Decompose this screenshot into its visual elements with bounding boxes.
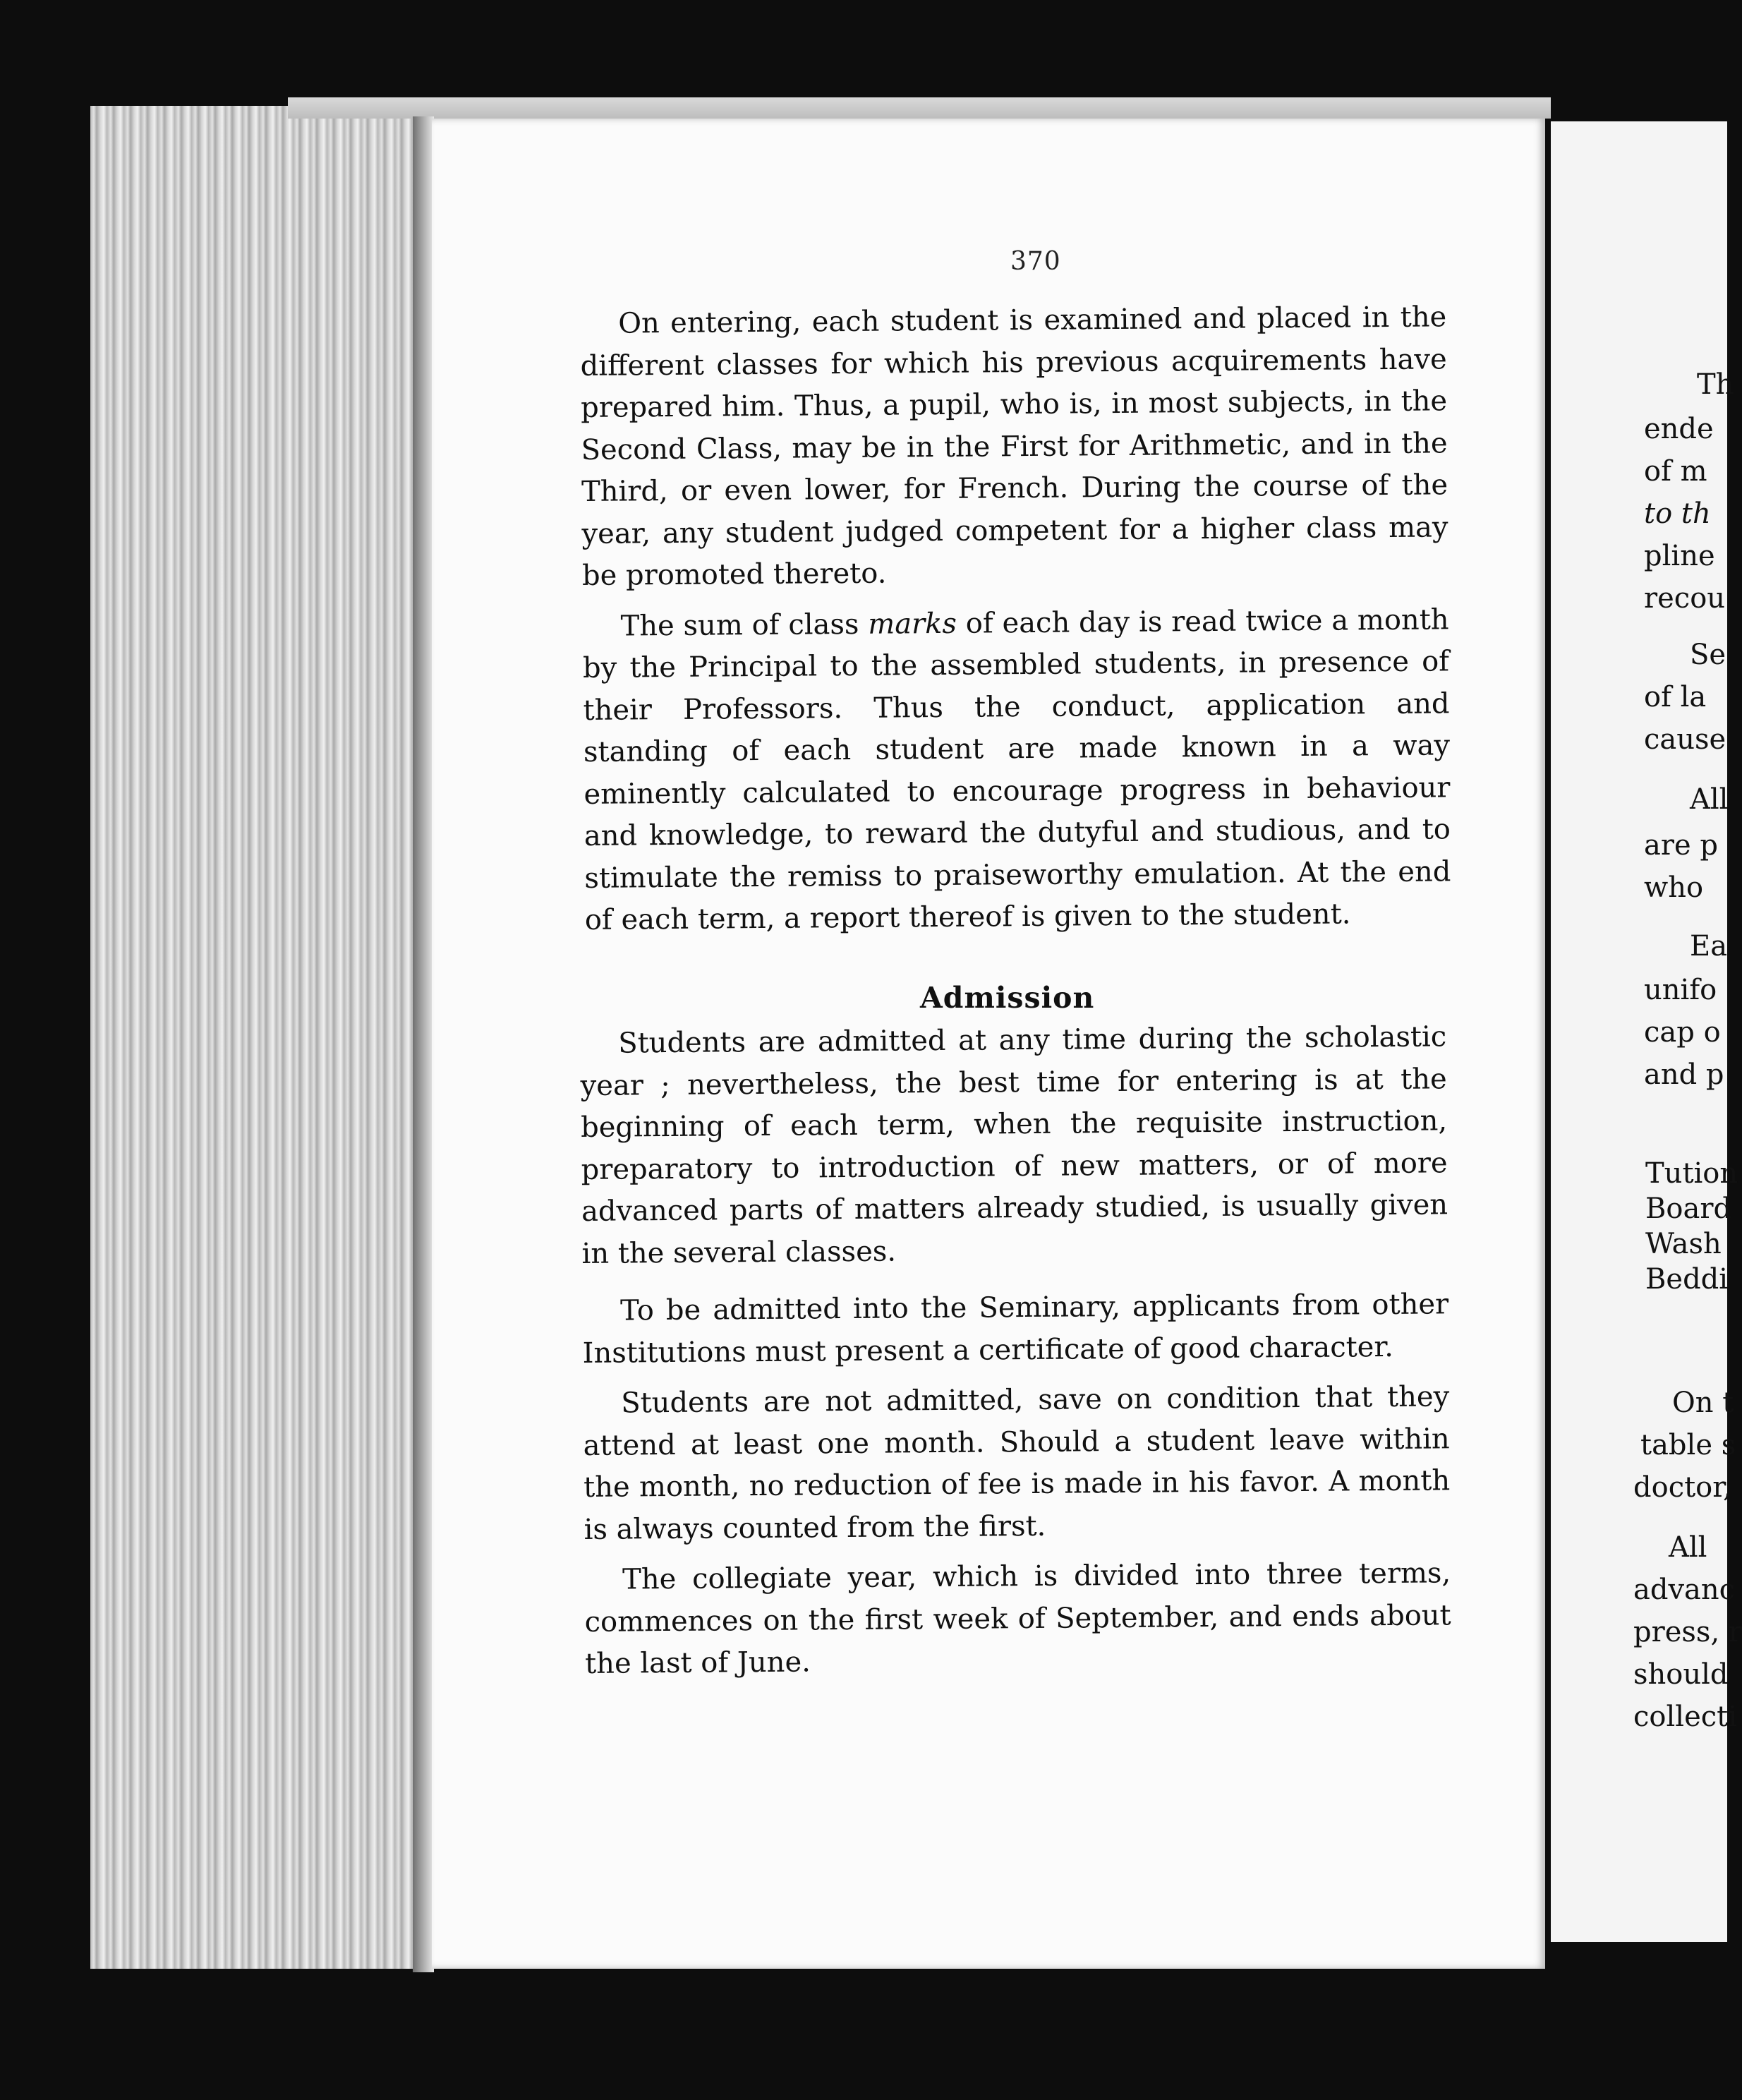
facing-fragment: Th: [1697, 368, 1734, 401]
facing-fragment: Se: [1690, 639, 1726, 671]
paragraph-month: Students are not admitted, save on condition that they attend at least one month. Should a student leave within the month, no reduction of fee is made in his favor. A month is always counted from the first.: [583, 1380, 1451, 1546]
facing-fragment: collecti: [1633, 1701, 1738, 1733]
facing-fragment: press, r: [1633, 1616, 1742, 1648]
facing-fragment: are p: [1644, 829, 1718, 862]
facing-fragment: All: [1669, 1531, 1707, 1564]
page-number: 370: [1010, 247, 1061, 276]
facing-fragment: to th: [1644, 497, 1711, 530]
paragraph-admitted: Students are admitted at any time during the scholastic year ; nevertheless, the best time for entering is at the beginning of each term, when the requisite instruction, preparatory to introduction of new matters, or of more advanced parts of matters already studied, is usually given in the several classes.: [580, 1020, 1448, 1270]
facing-fragment: advanc: [1633, 1574, 1736, 1606]
section-heading: Admission: [920, 981, 1095, 1015]
facing-fee-line: Board: [1645, 1193, 1732, 1225]
facing-fragment: All: [1690, 783, 1729, 816]
text-block-admission: [580, 1016, 1451, 1685]
text-block-top: [580, 296, 1451, 941]
facing-fragment: of m: [1644, 455, 1707, 488]
facing-fragment: Ea: [1690, 930, 1728, 962]
facing-fragment: pline: [1644, 540, 1715, 572]
facing-fragment: doctor,: [1633, 1471, 1732, 1504]
paragraph-collegiate-year: The collegiate year, which is divided into three terms, commences on the first week of September, and ends about the last of June.: [584, 1557, 1451, 1680]
facing-fragment: unifo: [1644, 974, 1717, 1006]
paragraph-marks: The sum of class marks of each day is read twice a month by the Principal to the assembled students, in presence of their Professors. Thus the conduct, application and standing of each student are made known in a way eminently calculated to encourage progress in behaviour and knowledge, to reward the dutyful and studious, and to stimulate the remiss to praiseworthy emulation. At the end of each term, a report thereof is given to the student.: [582, 603, 1451, 936]
facing-fragment: and p: [1644, 1058, 1724, 1091]
emphasis-marks: marks: [868, 607, 957, 641]
facing-fragment: ende: [1644, 413, 1714, 445]
page-top-edge: [288, 97, 1551, 119]
facing-fragment: should: [1633, 1658, 1729, 1691]
facing-fragment: cause: [1644, 723, 1726, 756]
paragraph-entering: On entering, each student is examined and placed in the different classes for which his previous acquirements have prepared him. Thus, a pupil, who is, in most subjects, in the Second Class, may be in the First for Arithmetic, and in the Third, or even lower, for French. During the course of the year, any student judged competent for a higher class may be promoted thereto.: [580, 301, 1448, 592]
page-edges: [90, 106, 422, 1969]
paragraph-certificate: To be admitted into the Seminary, applicants from other Institutions must present a certificate of good character.: [582, 1288, 1449, 1370]
facing-fee-line: Tution: [1645, 1157, 1738, 1190]
facing-fragment: of la: [1644, 681, 1707, 713]
facing-fee-line: Beddi: [1645, 1263, 1729, 1296]
facing-fee-line: Wash: [1645, 1228, 1722, 1260]
facing-fragment: recou: [1644, 582, 1726, 615]
facing-fragment: On t: [1672, 1387, 1734, 1419]
facing-fragment: who: [1644, 871, 1704, 904]
facing-fragment: table s: [1640, 1429, 1736, 1461]
facing-fragment: cap o: [1644, 1016, 1721, 1049]
binding-gutter: [413, 116, 434, 1972]
